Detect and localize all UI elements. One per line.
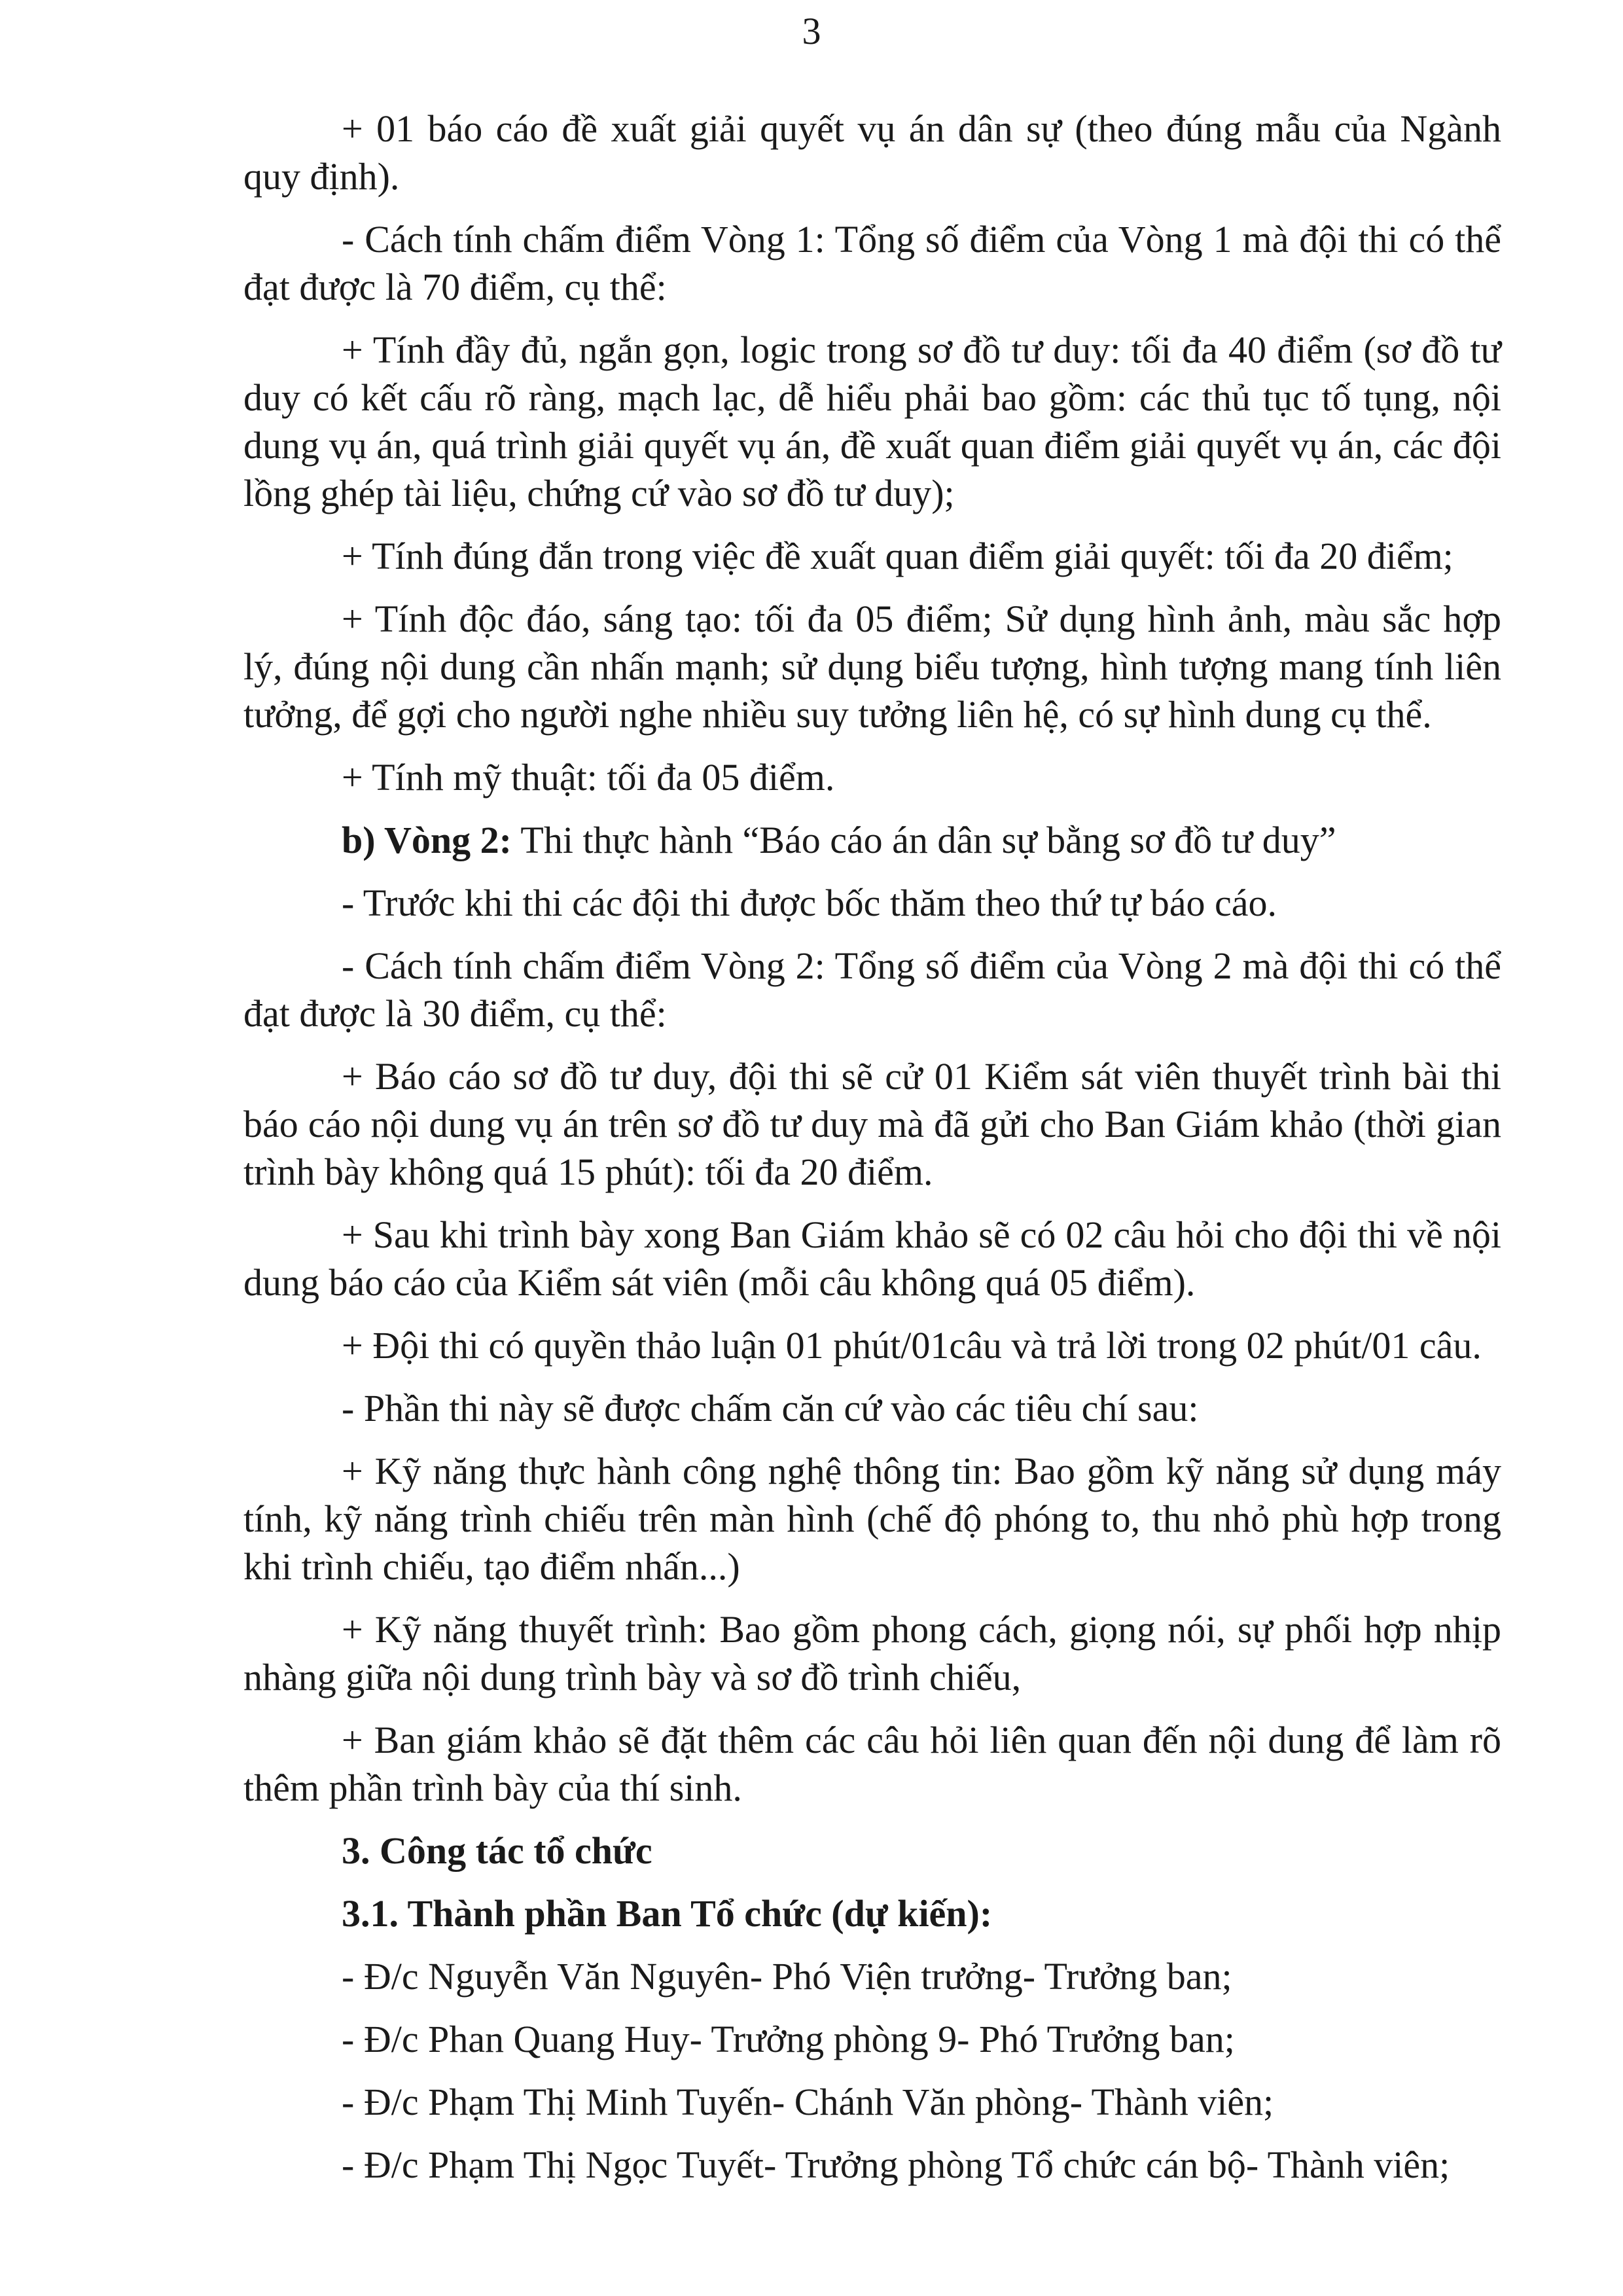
paragraph	[243, 1052, 1501, 1196]
paragraph-text: + Kỹ năng thuyết trình: Bao gồm phong cách, giọng nói, sự phối hợp nhịp nhàng giữa nội dung trình bày và sơ đồ trình chiếu,	[243, 1608, 1501, 1698]
paragraph	[243, 942, 1501, 1037]
paragraph	[243, 1716, 1501, 1812]
paragraph-text: + Ban giám khảo sẽ đặt thêm các câu hỏi liên quan đến nội dung để làm rõ thêm phần trình bày của thí sinh.	[243, 1719, 1501, 1809]
heading-text: 3.1. Thành phần Ban Tổ chức (dự kiến):	[342, 1892, 993, 1935]
list-item	[243, 2078, 1501, 2126]
paragraph	[243, 215, 1501, 311]
list-item	[243, 2141, 1501, 2189]
paragraph	[243, 753, 1501, 801]
paragraph-text: - Trước khi thi các đội thi được bốc thăm theo thứ tự báo cáo.	[342, 882, 1277, 924]
paragraph-text: + Tính đúng đắn trong việc đề xuất quan điểm giải quyết: tối đa 20 điểm;	[342, 535, 1454, 577]
paragraph	[243, 816, 1501, 864]
paragraph-text: - Đ/c Phan Quang Huy- Trưởng phòng 9- Phó Trưởng ban;	[342, 2018, 1235, 2060]
paragraph-text: - Đ/c Phạm Thị Ngọc Tuyết- Trưởng phòng Tổ chức cán bộ- Thành viên;	[342, 2144, 1450, 2186]
paragraph-text: + Kỹ năng thực hành công nghệ thông tin: Bao gồm kỹ năng sử dụng máy tính, kỹ năng trình chiếu trên màn hình (chế độ phóng to, thu nhỏ phù hợp trong khi trình chiếu, tạo điểm nhấn...)	[243, 1450, 1501, 1588]
paragraph	[243, 879, 1501, 927]
paragraph-text: + Tính đầy đủ, ngắn gọn, logic trong sơ đồ tư duy: tối đa 40 điểm (sơ đồ tư duy có kết cấu rõ ràng, mạch lạc, dễ hiểu phải bao gồm: các thủ tục tố tụng, nội dung vụ án, quá trình giải quyết vụ án, đề xuất quan điểm giải quyết vụ án, các đội lồng ghép tài liệu, chứng cứ vào sơ đồ tư duy);	[243, 329, 1501, 514]
paragraph-text: - Cách tính chấm điểm Vòng 2: Tổng số điểm của Vòng 2 mà đội thi có thể đạt được là 30 điểm, cụ thể:	[243, 944, 1501, 1035]
paragraph	[243, 1321, 1501, 1369]
paragraph	[243, 105, 1501, 200]
paragraph-text: + Đội thi có quyền thảo luận 01 phút/01câu và trả lời trong 02 phút/01 câu.	[342, 1324, 1482, 1367]
paragraph-text: + Tính độc đáo, sáng tạo: tối đa 05 điểm; Sử dụng hình ảnh, màu sắc hợp lý, đúng nội dung cần nhấn mạnh; sử dụng biểu tượng, hình tượng mang tính liên tưởng, để gợi cho người nghe nhiều suy tưởng liên hệ, có sự hình dung cụ thể.	[243, 598, 1501, 736]
paragraph	[243, 1384, 1501, 1432]
list-item	[243, 2015, 1501, 2063]
paragraph	[243, 532, 1501, 580]
paragraph	[243, 1211, 1501, 1306]
paragraph	[243, 1447, 1501, 1590]
paragraph-text: + Sau khi trình bày xong Ban Giám khảo sẽ có 02 câu hỏi cho đội thi về nội dung báo cáo của Kiểm sát viên (mỗi câu không quá 05 điểm).	[243, 1213, 1501, 1304]
section-heading	[243, 1827, 1501, 1874]
document-body	[243, 105, 1501, 2204]
section-lead: b) Vòng 2:	[342, 819, 512, 861]
paragraph-text: - Phần thi này sẽ được chấm căn cứ vào các tiêu chí sau:	[342, 1387, 1199, 1429]
heading-text: 3. Công tác tổ chức	[342, 1829, 652, 1872]
list-item	[243, 1952, 1501, 2000]
paragraph-text: - Đ/c Nguyễn Văn Nguyên- Phó Viện trưởng- Trưởng ban;	[342, 1955, 1232, 1998]
paragraph	[243, 595, 1501, 738]
paragraph-text: Thi thực hành “Báo cáo án dân sự bằng sơ đồ tư duy”	[511, 819, 1336, 861]
paragraph-text: - Cách tính chấm điểm Vòng 1: Tổng số điểm của Vòng 1 mà đội thi có thể đạt được là 70 điểm, cụ thể:	[243, 218, 1501, 308]
paragraph	[243, 1605, 1501, 1701]
page-number: 3	[802, 10, 821, 52]
paragraph-text: + 01 báo cáo đề xuất giải quyết vụ án dân sự (theo đúng mẫu của Ngành quy định).	[243, 107, 1501, 198]
paragraph-text: + Báo cáo sơ đồ tư duy, đội thi sẽ cử 01 Kiểm sát viên thuyết trình bài thi báo cáo nội dung vụ án trên sơ đồ tư duy mà đã gửi cho Ban Giám khảo (thời gian trình bày không quá 15 phút): tối đa 20 điểm.	[243, 1055, 1501, 1193]
section-heading	[243, 1890, 1501, 1937]
paragraph-text: - Đ/c Phạm Thị Minh Tuyến- Chánh Văn phòng- Thành viên;	[342, 2081, 1274, 2123]
paragraph-text: + Tính mỹ thuật: tối đa 05 điểm.	[342, 756, 835, 798]
paragraph	[243, 326, 1501, 517]
